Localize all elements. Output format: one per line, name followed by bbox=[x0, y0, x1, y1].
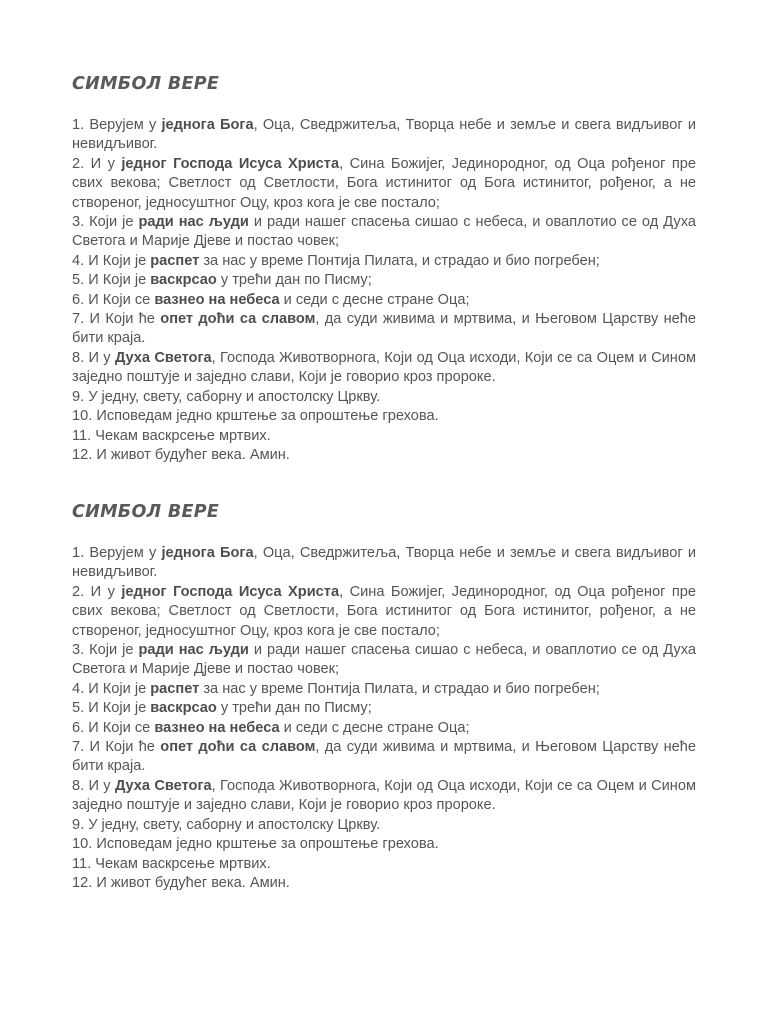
creed-list bbox=[72, 544, 696, 893]
emphasis-text: ради нас људи bbox=[138, 642, 249, 659]
section-title: СИМБОЛ ВЕРЕ bbox=[72, 502, 220, 522]
article-text: за нас у време Понтија Пилата, и страдао и био погребен; bbox=[199, 252, 600, 269]
emphasis-text: једнога Бога bbox=[161, 117, 254, 133]
creed-article bbox=[72, 855, 696, 874]
creed-section bbox=[72, 500, 696, 893]
creed-article bbox=[72, 349, 696, 388]
article-text: 7. И Који ће bbox=[72, 311, 161, 328]
emphasis-text: васкрсао bbox=[150, 272, 217, 289]
creed-section bbox=[72, 72, 696, 465]
emphasis-text: једног Господа Исуса Христа bbox=[121, 155, 340, 172]
article-text: 7. И Који ће bbox=[72, 739, 161, 756]
article-text: у трећи дан по Писму; bbox=[216, 700, 372, 717]
article-text: и седи с десне стране Оца; bbox=[279, 291, 470, 308]
creed-article bbox=[72, 680, 696, 699]
creed-article bbox=[72, 310, 696, 349]
creed-article bbox=[72, 835, 696, 854]
article-text: , Сина Божијег, Јединородног, од Оца рођеног пре свих векова; Светлост од Светлости, Бога истинитог од Бога истинитог, рођеног, а не створеног, једносуштног Оцу, кроз кога је све постало; bbox=[72, 155, 696, 211]
article-text: 11. Чекам васкрсење мртвих. bbox=[72, 427, 271, 444]
article-text: 5. И Који је bbox=[72, 700, 151, 717]
creed-article bbox=[72, 271, 696, 290]
emphasis-text: опет доћи са славом bbox=[160, 739, 316, 756]
article-text: , да суди живима и мртвима, и Његовом Царству неће бити краја. bbox=[72, 311, 696, 347]
article-text: 9. У једну, свету, саборну и апостолску Цркву. bbox=[72, 816, 381, 833]
emphasis-text: ради нас људи bbox=[138, 214, 249, 231]
creed-article bbox=[72, 699, 696, 718]
article-text: 3. Који је bbox=[72, 642, 139, 659]
creed-list bbox=[72, 116, 696, 465]
article-text: 8. И у bbox=[72, 777, 115, 794]
article-text: 10. Исповедам једно крштење за опроштење грехова. bbox=[72, 408, 439, 425]
article-text: 8. И у bbox=[72, 349, 115, 366]
article-text: и седи с десне стране Оца; bbox=[279, 719, 470, 736]
creed-article bbox=[72, 544, 696, 583]
article-text: 12. И живот будућег века. Амин. bbox=[72, 874, 290, 891]
article-text: 1. Верујем у bbox=[72, 117, 162, 133]
article-text: 4. И Који је bbox=[72, 252, 151, 269]
article-text: 11. Чекам васкрсење мртвих. bbox=[72, 855, 271, 872]
article-text: , Оца, Сведржитеља, Творца небе и земље и свега видљивог и невидљивог. bbox=[72, 545, 696, 581]
creed-article bbox=[72, 446, 696, 465]
article-text: , Господа Животворнога, Који од Оца исходи, Који се са Оцем и Сином заједно поштује и заједно слави, Који је говорио кроз пророке. bbox=[72, 777, 696, 814]
article-text: и ради нашег спасења сишао с небеса, и оваплотио се од Духа Светога и Марије Дјеве и постао човек; bbox=[72, 214, 696, 250]
creed-article bbox=[72, 116, 696, 155]
article-text: , Оца, Сведржитеља, Творца небе и земље и свега видљивог и невидљивог. bbox=[72, 117, 696, 153]
article-text: и ради нашег спасења сишао с небеса, и оваплотио се од Духа Светога и Марије Дјеве и постао човек; bbox=[72, 642, 696, 678]
creed-article bbox=[72, 719, 696, 738]
article-text: 6. И Који се bbox=[72, 291, 155, 308]
creed-article bbox=[72, 291, 696, 310]
emphasis-text: једнога Бога bbox=[161, 545, 254, 561]
creed-article bbox=[72, 874, 696, 893]
article-text: за нас у време Понтија Пилата, и страдао и био погребен; bbox=[199, 680, 600, 697]
emphasis-text: вазнео на небеса bbox=[154, 291, 280, 308]
article-text: , Господа Животворнога, Који од Оца исходи, Који се са Оцем и Сином заједно поштује и заједно слави, Који је говорио кроз пророке. bbox=[72, 349, 696, 386]
article-text: , Сина Божијег, Јединородног, од Оца рођеног пре свих векова; Светлост од Светлости, Бога истинитог од Бога истинитог, рођеног, а не створеног, једносуштног Оцу, кроз кога је све постало; bbox=[72, 583, 696, 639]
emphasis-text: распет bbox=[150, 252, 200, 269]
article-text: 12. И живот будућег века. Амин. bbox=[72, 446, 290, 463]
creed-article bbox=[72, 388, 696, 407]
article-text: у трећи дан по Писму; bbox=[216, 272, 372, 289]
creed-article bbox=[72, 407, 696, 426]
creed-article bbox=[72, 252, 696, 271]
creed-article bbox=[72, 777, 696, 816]
article-text: 4. И Који је bbox=[72, 680, 151, 697]
creed-article bbox=[72, 738, 696, 777]
emphasis-text: једног Господа Исуса Христа bbox=[121, 583, 340, 600]
creed-article bbox=[72, 155, 696, 213]
creed-article bbox=[72, 816, 696, 835]
article-text: 9. У једну, свету, саборну и апостолску Цркву. bbox=[72, 388, 381, 405]
article-text: 2. И у bbox=[72, 583, 122, 600]
article-text: 2. И у bbox=[72, 155, 122, 172]
article-text: 10. Исповедам једно крштење за опроштење грехова. bbox=[72, 836, 439, 853]
article-text: 6. И Који се bbox=[72, 719, 155, 736]
emphasis-text: распет bbox=[150, 680, 200, 697]
creed-article bbox=[72, 583, 696, 641]
section-title: СИМБОЛ ВЕРЕ bbox=[72, 74, 220, 94]
emphasis-text: Духа Светога bbox=[114, 777, 212, 794]
article-text: , да суди живима и мртвима, и Његовом Царству неће бити краја. bbox=[72, 739, 696, 775]
emphasis-text: васкрсао bbox=[150, 700, 217, 717]
article-text: 5. И Који је bbox=[72, 272, 151, 289]
emphasis-text: вазнео на небеса bbox=[154, 719, 280, 736]
creed-article bbox=[72, 213, 696, 252]
creed-article bbox=[72, 641, 696, 680]
article-text: 3. Који је bbox=[72, 214, 139, 231]
creed-article bbox=[72, 427, 696, 446]
emphasis-text: опет доћи са славом bbox=[160, 311, 316, 328]
article-text: 1. Верујем у bbox=[72, 545, 162, 561]
emphasis-text: Духа Светога bbox=[114, 349, 212, 366]
